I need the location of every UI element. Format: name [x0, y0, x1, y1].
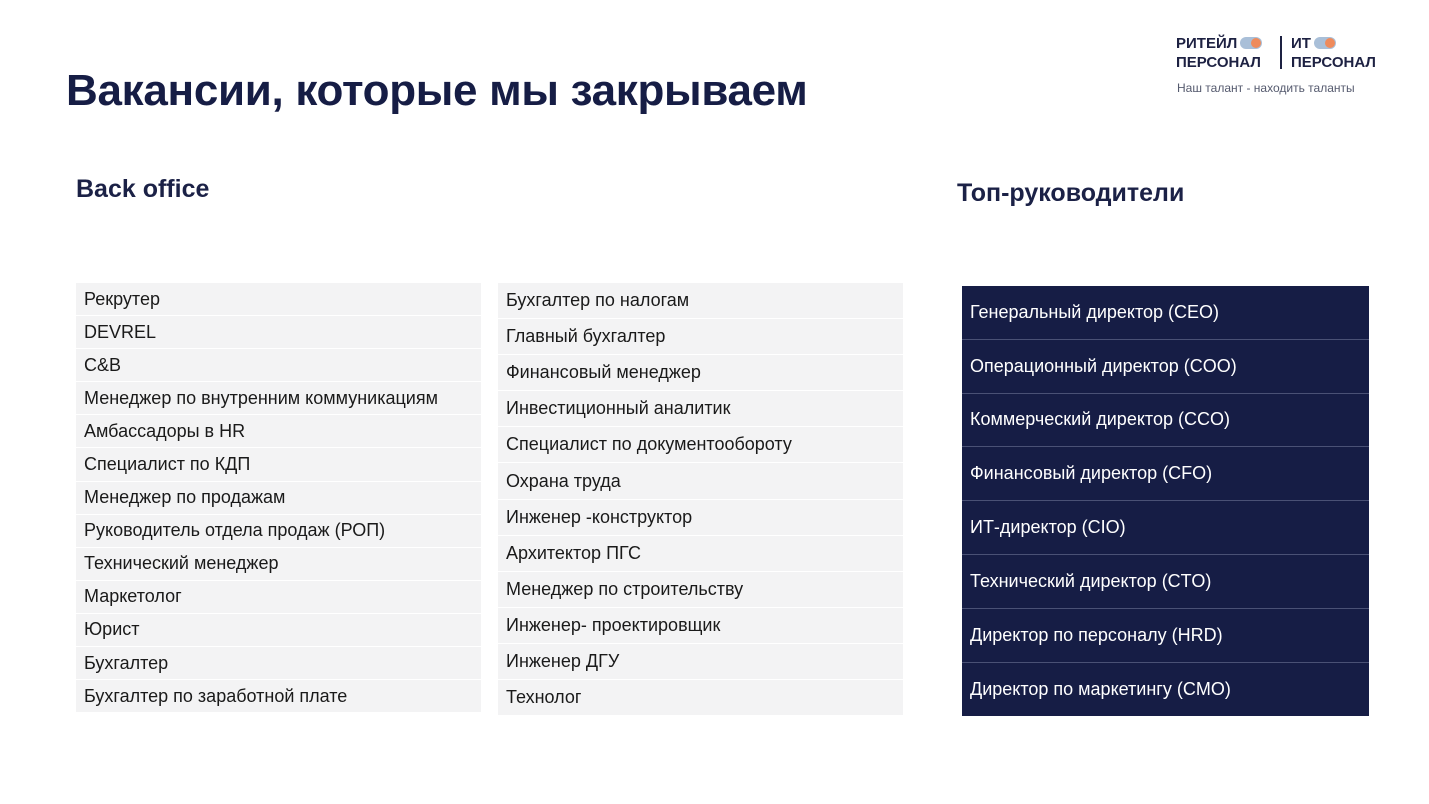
logo-it-word: ИТ	[1291, 35, 1311, 52]
list-item: Рекрутер	[76, 283, 481, 316]
list-item: Амбассадоры в HR	[76, 415, 481, 448]
toggle-icon	[1240, 37, 1262, 49]
list-item: Коммерческий директор (CCO)	[962, 394, 1369, 448]
logo-it	[1291, 34, 1376, 72]
top-managers-list	[962, 286, 1369, 716]
list-item: Архитектор ПГС	[498, 536, 903, 572]
list-item: Бухгалтер	[76, 647, 481, 680]
logo-retail	[1176, 34, 1262, 72]
list-item: Директор по маркетингу (CMO)	[962, 663, 1369, 717]
page-title: Вакансии, которые мы закрываем	[66, 66, 808, 115]
back-office-list-1	[76, 283, 481, 713]
list-item: Технолог	[498, 680, 903, 716]
list-item: Финансовый менеджер	[498, 355, 903, 391]
list-item: C&B	[76, 349, 481, 382]
list-item: DEVREL	[76, 316, 481, 349]
list-item: Менеджер по строительству	[498, 572, 903, 608]
list-item: Охрана труда	[498, 463, 903, 499]
list-item: Менеджер по продажам	[76, 482, 481, 515]
list-item: Директор по персоналу (HRD)	[962, 609, 1369, 663]
list-item: Инженер ДГУ	[498, 644, 903, 680]
list-item: Маркетолог	[76, 581, 481, 614]
list-item: Технический менеджер	[76, 548, 481, 581]
list-item: Бухгалтер по налогам	[498, 283, 903, 319]
list-item: Операционный директор (COO)	[962, 340, 1369, 394]
list-item: ИТ-директор (CIO)	[962, 501, 1369, 555]
company-logo	[1176, 34, 1391, 100]
list-item: Инженер- проектировщик	[498, 608, 903, 644]
logo-retail-word: РИТЕЙЛ	[1176, 35, 1238, 52]
logo-divider	[1280, 36, 1282, 69]
list-item: Главный бухгалтер	[498, 319, 903, 355]
list-item: Инженер -конструктор	[498, 500, 903, 536]
list-item: Специалист по КДП	[76, 448, 481, 481]
logo-it-personnel: ПЕРСОНАЛ	[1291, 54, 1376, 71]
toggle-icon	[1314, 37, 1336, 49]
list-item: Менеджер по внутренним коммуникациям	[76, 382, 481, 415]
top-managers-heading: Топ-руководители	[957, 179, 1185, 207]
back-office-list-2	[498, 283, 903, 716]
list-item: Технический директор (CTO)	[962, 555, 1369, 609]
list-item: Специалист по документообороту	[498, 427, 903, 463]
logo-retail-personnel: ПЕРСОНАЛ	[1176, 54, 1261, 71]
list-item: Юрист	[76, 614, 481, 647]
list-item: Руководитель отдела продаж (РОП)	[76, 515, 481, 548]
list-item: Финансовый директор (CFO)	[962, 447, 1369, 501]
list-item: Генеральный директор (CEO)	[962, 286, 1369, 340]
back-office-heading: Back office	[76, 175, 210, 203]
list-item: Инвестиционный аналитик	[498, 391, 903, 427]
list-item: Бухгалтер по заработной плате	[76, 680, 481, 713]
logo-tagline: Наш талант - находить таланты	[1177, 81, 1355, 95]
